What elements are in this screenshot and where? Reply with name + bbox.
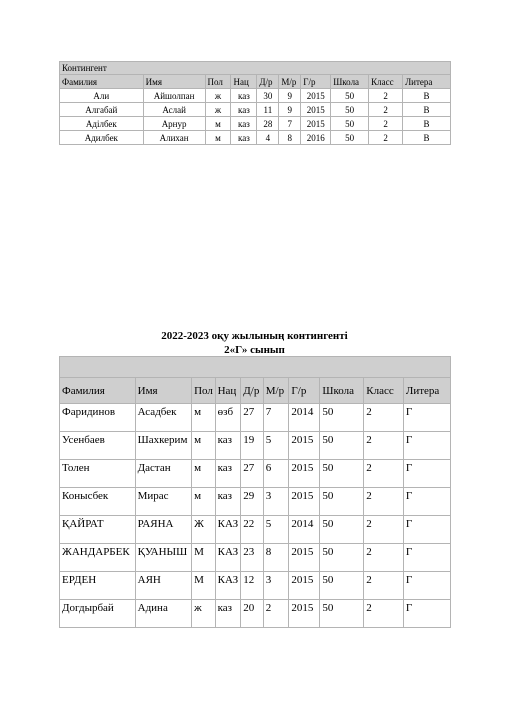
cell-nationality: КАЗ [215, 572, 241, 600]
cell-class: 2 [369, 117, 403, 131]
cell-school: 50 [320, 600, 364, 628]
cell-letter: В [403, 117, 451, 131]
cell-gender: м [192, 432, 216, 460]
table-row [60, 432, 451, 460]
cell-birth-year: 2015 [301, 103, 331, 117]
cell-letter: Г [403, 516, 450, 544]
cell-birth-day: 11 [257, 103, 279, 117]
cell-birth-day: 19 [241, 432, 263, 460]
cell-class: 2 [364, 460, 404, 488]
header-birth-day: Д/р [257, 75, 279, 89]
cell-school: 50 [331, 117, 369, 131]
cell-letter: В [403, 89, 451, 103]
table-header-row [60, 75, 451, 89]
table-row [60, 103, 451, 117]
cell-school: 50 [320, 432, 364, 460]
table-header-row [60, 378, 451, 404]
table-row [60, 488, 451, 516]
cell-school: 50 [331, 89, 369, 103]
table-header-band [60, 357, 451, 378]
cell-school: 50 [320, 516, 364, 544]
cell-gender: М [192, 544, 216, 572]
cell-nationality: каз [215, 600, 241, 628]
cell-birth-year: 2015 [289, 600, 320, 628]
cell-birth-year: 2015 [289, 460, 320, 488]
cell-birth-year: 2015 [289, 432, 320, 460]
header-surname: Фамилия [60, 378, 136, 404]
cell-class: 2 [364, 572, 404, 600]
cell-nationality: каз [231, 89, 257, 103]
cell-letter: Г [403, 544, 450, 572]
cell-gender: М [192, 572, 216, 600]
cell-birth-month: 5 [263, 432, 289, 460]
cell-birth-year: 2015 [301, 117, 331, 131]
cell-class: 2 [369, 131, 403, 145]
cell-birth-year: 2015 [289, 488, 320, 516]
table-row [60, 516, 451, 544]
cell-class: 2 [364, 600, 404, 628]
cell-class: 2 [364, 488, 404, 516]
cell-nationality: өзб [215, 404, 241, 432]
cell-letter: Г [403, 572, 450, 600]
header-class: Класс [364, 378, 404, 404]
cell-birth-month: 3 [263, 488, 289, 516]
cell-gender: Ж [192, 516, 216, 544]
cell-name: Дастан [135, 460, 191, 488]
document-subtitle: 2«Г» сынып [224, 344, 285, 356]
cell-surname: ЖАНДАРБЕК [60, 544, 136, 572]
cell-name: ҚУАНЫШ [135, 544, 191, 572]
cell-birth-day: 20 [241, 600, 263, 628]
cell-gender: м [205, 131, 231, 145]
cell-school: 50 [331, 131, 369, 145]
cell-gender: ж [205, 89, 231, 103]
cell-name: Асадбек [135, 404, 191, 432]
cell-letter: Г [403, 432, 450, 460]
table-row [60, 89, 451, 103]
cell-nationality: каз [215, 460, 241, 488]
cell-gender: м [192, 460, 216, 488]
cell-surname: Адилбек [60, 131, 144, 145]
table-caption: Контингент [60, 62, 451, 75]
cell-surname: Усенбаев [60, 432, 136, 460]
header-gender: Пол [205, 75, 231, 89]
cell-nationality: каз [215, 488, 241, 516]
cell-nationality: каз [231, 103, 257, 117]
cell-birth-year: 2015 [301, 89, 331, 103]
table-row [60, 600, 451, 628]
cell-surname: Алгабай [60, 103, 144, 117]
table-row [60, 131, 451, 145]
cell-school: 50 [320, 572, 364, 600]
cell-gender: м [192, 488, 216, 516]
cell-school: 50 [320, 488, 364, 516]
cell-birth-month: 9 [279, 89, 301, 103]
cell-birth-month: 9 [279, 103, 301, 117]
header-school: Школа [320, 378, 364, 404]
header-letter: Литера [403, 378, 450, 404]
cell-birth-year: 2014 [289, 516, 320, 544]
cell-surname: ҚАЙРАТ [60, 516, 136, 544]
cell-gender: ж [205, 103, 231, 117]
cell-letter: В [403, 131, 451, 145]
cell-name: Шахкерим [135, 432, 191, 460]
cell-birth-month: 2 [263, 600, 289, 628]
cell-surname: Толен [60, 460, 136, 488]
header-letter: Литера [403, 75, 451, 89]
cell-class: 2 [364, 404, 404, 432]
header-class: Класс [369, 75, 403, 89]
cell-name: Мирас [135, 488, 191, 516]
cell-birth-day: 12 [241, 572, 263, 600]
cell-name: Арнур [143, 117, 205, 131]
cell-birth-day: 28 [257, 117, 279, 131]
cell-name: Адина [135, 600, 191, 628]
table-row [60, 572, 451, 600]
cell-letter: Г [403, 460, 450, 488]
contingent-table-1 [59, 61, 451, 145]
cell-birth-day: 27 [241, 404, 263, 432]
cell-nationality: каз [215, 432, 241, 460]
cell-surname: Али [60, 89, 144, 103]
cell-school: 50 [320, 404, 364, 432]
header-birth-day: Д/р [241, 378, 263, 404]
cell-name: РАЯНА [135, 516, 191, 544]
cell-birth-day: 4 [257, 131, 279, 145]
document-title: 2022-2023 оқу жылының контингенті [161, 330, 348, 342]
cell-name: Айшолпан [143, 89, 205, 103]
cell-surname: Догдырбай [60, 600, 136, 628]
cell-birth-day: 27 [241, 460, 263, 488]
cell-birth-month: 5 [263, 516, 289, 544]
cell-birth-day: 29 [241, 488, 263, 516]
header-surname: Фамилия [60, 75, 144, 89]
cell-birth-year: 2016 [301, 131, 331, 145]
cell-class: 2 [369, 103, 403, 117]
header-nationality: Нац [215, 378, 241, 404]
cell-school: 50 [331, 103, 369, 117]
table-row [60, 460, 451, 488]
table-row [60, 117, 451, 131]
cell-birth-year: 2015 [289, 572, 320, 600]
header-gender: Пол [192, 378, 216, 404]
cell-letter: Г [403, 600, 450, 628]
cell-birth-month: 6 [263, 460, 289, 488]
cell-gender: м [192, 404, 216, 432]
cell-birth-day: 23 [241, 544, 263, 572]
cell-birth-day: 30 [257, 89, 279, 103]
cell-birth-month: 8 [279, 131, 301, 145]
cell-birth-month: 7 [263, 404, 289, 432]
table-row [60, 544, 451, 572]
cell-birth-year: 2015 [289, 544, 320, 572]
cell-surname: Конысбек [60, 488, 136, 516]
cell-name: АЯН [135, 572, 191, 600]
cell-surname: Фаридинов [60, 404, 136, 432]
contingent-table-2 [59, 356, 451, 628]
header-birth-month: М/р [279, 75, 301, 89]
cell-class: 2 [364, 432, 404, 460]
cell-class: 2 [364, 516, 404, 544]
cell-school: 50 [320, 460, 364, 488]
cell-school: 50 [320, 544, 364, 572]
cell-birth-year: 2014 [289, 404, 320, 432]
header-name: Имя [135, 378, 191, 404]
header-school: Школа [331, 75, 369, 89]
cell-letter: Г [403, 488, 450, 516]
cell-name: Алихан [143, 131, 205, 145]
table-row [60, 404, 451, 432]
cell-surname: Адiлбек [60, 117, 144, 131]
cell-name: Аслай [143, 103, 205, 117]
cell-nationality: КАЗ [215, 544, 241, 572]
cell-surname: ЕРДЕН [60, 572, 136, 600]
header-nationality: Нац [231, 75, 257, 89]
cell-class: 2 [369, 89, 403, 103]
cell-birth-day: 22 [241, 516, 263, 544]
header-birth-month: М/р [263, 378, 289, 404]
header-birth-year: Г/р [301, 75, 331, 89]
cell-letter: В [403, 103, 451, 117]
cell-class: 2 [364, 544, 404, 572]
cell-birth-month: 3 [263, 572, 289, 600]
cell-gender: ж [192, 600, 216, 628]
cell-nationality: каз [231, 131, 257, 145]
cell-gender: м [205, 117, 231, 131]
cell-birth-month: 8 [263, 544, 289, 572]
cell-nationality: КАЗ [215, 516, 241, 544]
header-name: Имя [143, 75, 205, 89]
header-birth-year: Г/р [289, 378, 320, 404]
cell-letter: Г [403, 404, 450, 432]
cell-birth-month: 7 [279, 117, 301, 131]
cell-nationality: каз [231, 117, 257, 131]
